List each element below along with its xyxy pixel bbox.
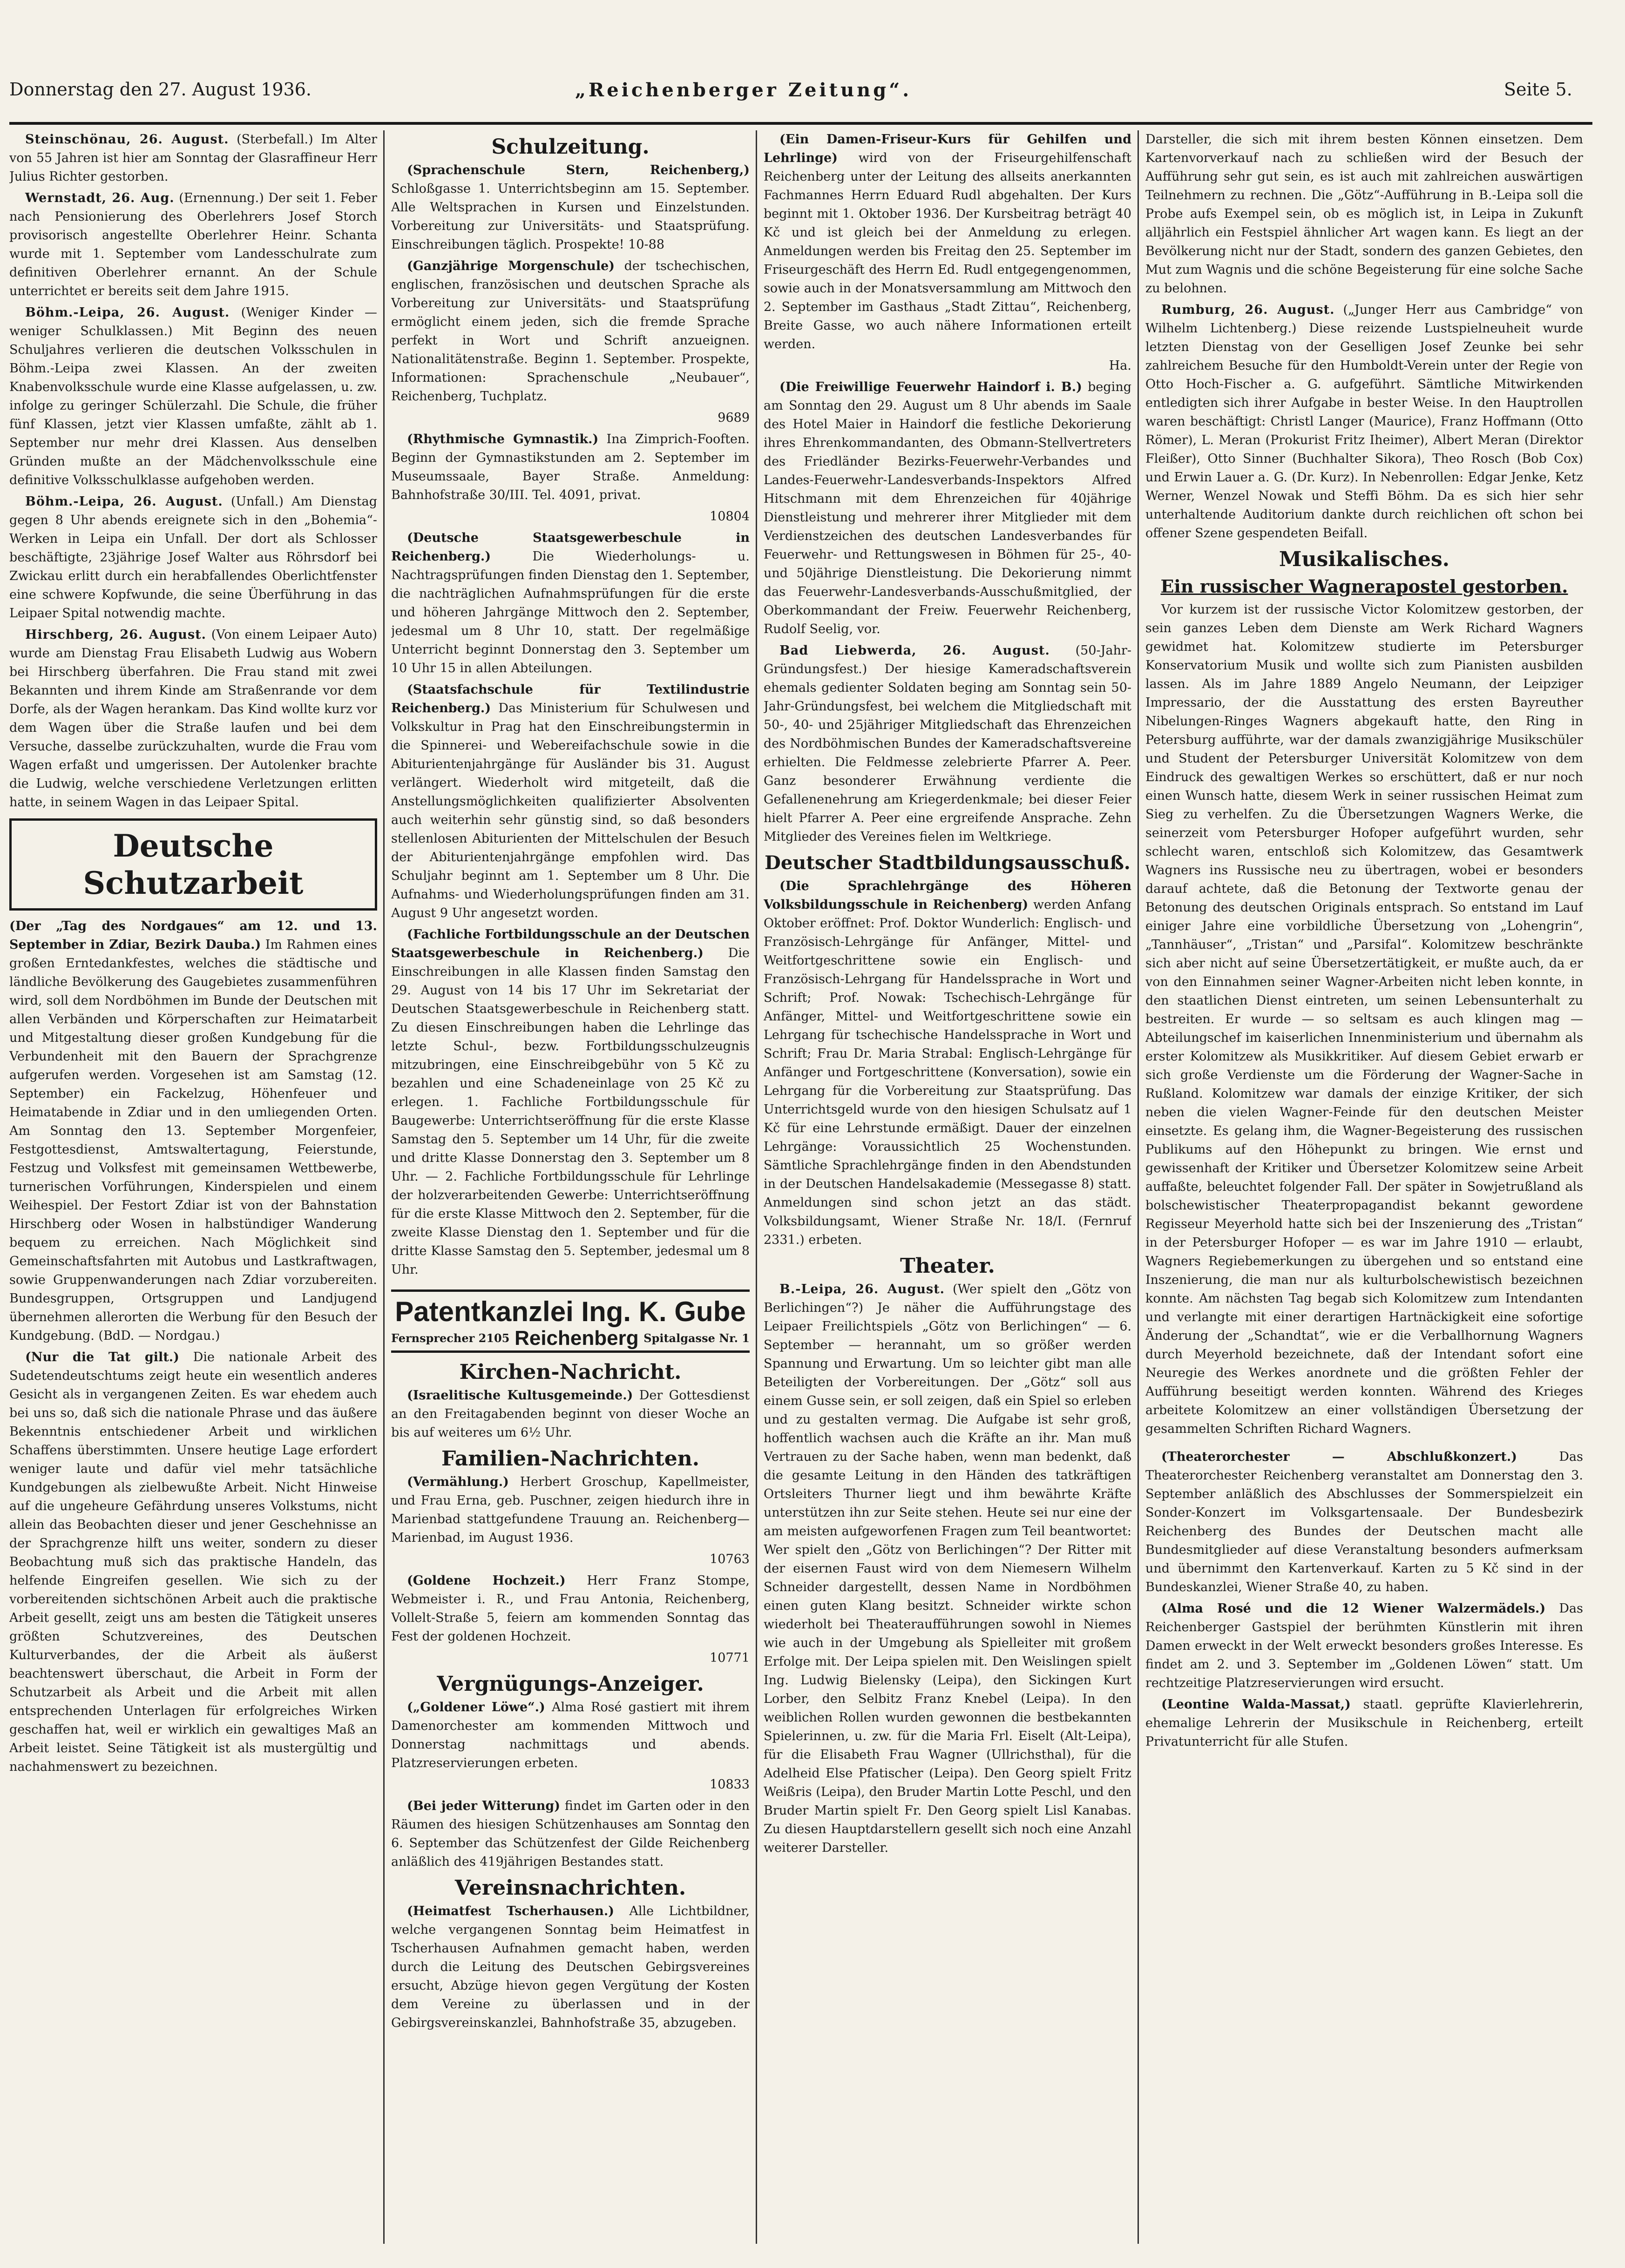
- article-continuation: Darsteller, die sich mit ihrem besten Können einsetzen. Dem Kartenvorverkauf nach zu schließen wird der Besuch der Aufführung sehr gut sein, es ist auch mit zahlreichen auswärtigen Teilnehmern zu rechnen. Die „Götz“-Aufführung in B.-Leipa soll die Probe aufs Exempel sein, ob es möglich ist, in Leipa in Zukunft alljährlich ein Festspiel ähnlicher Art wagen kann. Es liegt an der Bevölkerung nicht nur der Stadt, sondern des ganzen Gebietes, den Mut zum Wagnis und die schöne Begeisterung für eine solche Sache zu belohnen.: [1145, 132, 1583, 296]
- notice-text: Herbert Groschup, Kapellmeister, und Frau Erna, geb. Puschner, zeigen hiedurch ihre in Marienbad stattgefundene Trauung an. Reichenberg—Marienbad, im August 1936.: [391, 1475, 750, 1545]
- notice-lead: („Goldener Löwe“.): [407, 1700, 545, 1714]
- article: [9, 304, 377, 490]
- notice-text: Das Theaterorchester Reichenberg veranstaltet am Donnerstag den 3. September anläßlich des Abschlusses der Sommerspielzeit ein Sonder-Konzert im Volksgartensaale. Der Bundesbezirk Reichenberg des Bundes der Deutschen macht alle Bundesmitglieder auf diese Veranstaltung besonders aufmerksam und übernimmt den Kartenverkauf. Karten zu 5 Kč sind in der Bundeskanzlei, Wiener Straße 40, zu haben.: [1145, 1450, 1583, 1594]
- notice-lead: (Heimatfest Tscherhausen.): [407, 1904, 615, 1918]
- page-header: [0, 79, 1625, 112]
- article-text: (Weniger Kinder — weniger Schulklassen.) Mit Beginn des neuen Schuljahres verlieren die deutschen Volksschulen in Böhm.-Leipa zwei Klassen. An der zweiten Knabenvolksschule wurde eine Klasse aufgelassen, u. zw. infolge zu geringer Schülerzahl. Die Schule, die früher fünf Klassen, jetzt vier Klassen umfaßte, zählt ab 1. September nur mehr drei Klassen. Aus denselben Gründen mußte an der Mädchenvolksschule eine definitive Volksschulklasse aufgehoben werden.: [9, 305, 377, 487]
- reference-mark: Ha.: [1109, 358, 1131, 373]
- reference-number: 10833: [710, 1777, 750, 1792]
- article: [9, 493, 377, 623]
- dateline: Wernstadt, 26. Aug.: [25, 191, 175, 205]
- notice-lead: (Fachliche Fortbildungsschule an der Deutschen Staatsgewerbeschule in Reichenberg.): [391, 927, 750, 960]
- notice: [391, 430, 750, 505]
- article-text: Im Rahmen eines großen Erntedankfestes, welches die städtische und ländliche Bevölkerung des Gaugebietes zusammenführen wird, soll dem Nordböhmen im Bunde der Deutschen mit allen Verbänden und Körperschaften zur Heimatarbeit und Mitgestaltung dieser großen Kundgebung für die Verbundenheit mit den Bauern der Sprachgrenze aufgerufen werden. Vorgesehen ist am Samstag (12. September) ein Fackelzug, Höhenfeuer und Heimatabende in Zdiar und in den umliegenden Orten. Am Sonntag den 13. September Morgenfeier, Festgottesdienst, Amtswaltertagung, Feierstunde, Festzug und Volksfest mit gemeinsamen Wettbewerbe, turnerischen Vorführungen, Kinderspielen und einem Weihespiel. Der Festort Zdiar ist von der Bahnstation Hirschberg oder Wosen in halbstündiger Wanderung bequem zu erreichen. Nach Möglichkeit sind Gemeinschaftsfahrten mit Autobus und Lastkraftwagen, sowie Gruppenwanderungen nach Zdiar vorzubereiten. Bundesgruppen, Ortsgruppen und Landjugend übernehmen allerorten die Werbung für den Besuch der Kundgebung. (BdD. — Nordgau.): [9, 938, 377, 1343]
- section-heading: Kirchen-Nachricht.: [459, 1360, 682, 1384]
- section-heading: Vergnügungs-Anzeiger.: [437, 1672, 704, 1696]
- notice-lead: (Bei jeder Witterung): [407, 1799, 561, 1813]
- reference-number: 10763: [710, 1552, 750, 1566]
- article-lead: (Der „Tag des Nordgaues“ am 12. und 13. September in Zdiar, Bezirk Dauba.): [9, 919, 377, 952]
- notice: [764, 877, 1131, 1249]
- article: [9, 1348, 377, 1776]
- notice-lead: (Israelitische Kultusgemeinde.): [407, 1388, 633, 1403]
- article: [9, 189, 377, 301]
- notice-lead: (Theaterorchester — Abschlußkonzert.): [1161, 1450, 1517, 1464]
- column-divider: [756, 130, 757, 2244]
- dateline: Bad Liebwerda, 26. August.: [779, 643, 1050, 658]
- notice: [1145, 1600, 1583, 1693]
- article-text: (Wer spielt den „Götz von Berlichingen“?) Je näher die Aufführungstage des Leipaer Freilichtspiels „Götz von Berlichingen“ — 6. September — herannaht, um so größer werden Spannung und Erwartung. Um so leichter gibt man alle Beteiligten der Vorbereitungen. Der „Götz“ soll aus einem Gusse sein, er soll zeigen, daß ein Spiel so erleben und zu gestalten vermag. Die Aufgabe ist sehr groß, hoffentlich wachsen auch die Kräfte an ihr. Man muß Vertrauen zu der Sache haben, wenn man bedenkt, daß die gesamte Leitung in den Händen des tatkräftigen Ortsleiters Thurner liegt und ihm bewährte Kräfte unterstützen ihn zur Seite stehen. Heute sei nur eine der am meisten aufgeworfenen Fragen zum Teil beantwortet: Wer spielt den „Götz von Berlichingen“? Der Ritter mit der eisernen Faust wird von dem Niemesern Wilhelm Schneider dargestellt, dessen Name in Nordböhmen einen guten Klang besitzt. Schneider wirkte schon wiederholt bei Theateraufführungen sowohl in Niemes wie auch in der Umgebung als Spielleiter mit großem Erfolge mit. Der Leipa spielen mit. Den Weislingen spielt Ing. Ludwig Bielensky (Leipa), den Sickingen Kurt Lorber, den Selbitz Franz Knebel (Leipa). In den weiblichen Rollen wurden gewonnen die bestbekannten Spielerinnen, u. zw. für die Maria Frl. Eiselt (Alt-Leipa), für die Elisabeth Frau Wagner (Ullrichsthal), für die Adelheid Else Pfatischer (Leipa). Den Georg spielt Fritz Weißris (Leipa), den Bruder Martin Lotte Peschl, und den Bruder Martin spielt Fr. Den Georg spielt Lisl Kanabas. Zu diesen Hauptdarstellern gesellt sich noch eine Anzahl weiterer Darsteller.: [764, 1282, 1131, 1855]
- header-date: Donnerstag den 27. August 1936.: [9, 79, 312, 100]
- article: [9, 917, 377, 1345]
- notice: [1145, 1448, 1583, 1597]
- column-1: [9, 130, 377, 2253]
- reference-number: 10771: [710, 1651, 750, 1665]
- notice-text: Die Wiederholungs- u. Nachtragsprüfungen finden Dienstag den 1. September, die nachträglichen Aufnahmsprüfungen für die erste und höheren Jahrgänge Mittwoch den 2. September, jedesmal um 8 Uhr 10, statt. Der regelmäßige Unterricht beginnt Donnerstag den 3. September um 10 Uhr 15 in allen Abteilungen.: [391, 549, 750, 675]
- dateline: Steinschönau, 26. August.: [25, 132, 229, 147]
- dateline: Rumburg, 26. August.: [1161, 303, 1335, 317]
- notice-text: Schloßgasse 1. Unterrichtsbeginn am 15. September. Alle Weltsprachen in Kursen und Einzelstunden. Vorbereitung zur Universitäts- und Staatsprüfung. Einschreibungen täglich. Prospekte! 10-88: [391, 182, 750, 252]
- notice-lead: (Deutsche Staatsgewerbeschule in Reichenberg.): [391, 531, 750, 564]
- notice-lead: (Die Sprachlehrgänge des Höheren Volksbildungsschule in Reichenberg): [764, 879, 1131, 912]
- notice-text: Herr Franz Stompe, Webmeister i. R., und Frau Antonia, Reichenberg, Vollelt-Straße 5, feiern am kommenden Sonntag das Fest der goldenen Hochzeit.: [391, 1573, 750, 1644]
- notice: [391, 1473, 750, 1547]
- article-text: (Ernennung.) Der seit 1. Feber nach Pensionierung des Oberlehrers Josef Storch provisorisch angestellte Oberlehrer Heinr. Schanta wurde mit 1. September vom Landesschulrate zum definitiven Oberlehrer ernannt. An der Schule unterrichtet er bereits seit dem Jahre 1915.: [9, 191, 377, 298]
- notice-lead: (Leontine Walda-Massat,): [1161, 1697, 1351, 1712]
- notice: [391, 257, 750, 406]
- reference-number: 9689: [718, 411, 750, 425]
- notice-text: Das Reichenberger Gastspiel der berühmten Künstlerin mit ihren Damen erweckt in der Welt erweckt besonders großes Interesse. Es findet am 2. und 3. September im „Goldenen Löwen“ statt. Um rechtzeitige Platzreservierungen wird ersucht.: [1145, 1601, 1583, 1690]
- notice: [764, 378, 1131, 639]
- page-number: Seite 5.: [1504, 79, 1572, 100]
- notice-lead: (Ein Damen-Friseur-Kurs für Gehilfen und Lehrlinge): [764, 132, 1131, 165]
- article-text: („Junger Herr aus Cambridge“ von Wilhelm Lichtenberg.) Diese reizende Lustspielneuheit wurde letzten Dienstag von der Geselligen Josef Zeunke bei sehr zahlreichem Besuche für den Humboldt-Verein unter der Regie von Otto Hoch-Fischer a. G. aufgeführt. Sämtliche Mitwirkenden entledigten sich ihrer Aufgabe in bester Weise. In den Hauptrollen waren beschäftigt: Christl Langer (Maurice), Franz Hoffmann (Otto Römer), L. Meran (Prokurist Fritz Iheimer), Albert Meran (Direktor Fleißer), Otto Sinner (Buchhalter Sikora), Theo Rosch (Bob Cox) und Erwin Lauer a. G. (Dr. Kurz). In Nebenrollen: Edgar Jenke, Ketz Werner, Wenzel Nowak und Steffi Böhm. Da es sich hier sehr unterhaltende Auditorium dankte durch reichlichen oft schon bei offener Szene gespendeten Beifall.: [1145, 303, 1583, 540]
- notice-text: Die Einschreibungen in alle Klassen finden Samstag den 29. August von 14 bis 17 Uhr im Sekretariat der Deutschen Staatsgewerbeschule in Reichenberg statt. Zu diesen Einschreibungen haben die Lehrlinge das letzte Schul-, bezw. Fortbildungsschulzeugnis mitzubringen, eine Einschreibgebühr von 5 Kč zu bezahlen und eine Schadeneinlage von 25 Kč zu erlegen. 1. Fachliche Fortbildungsschule für Baugewerbe: Unterrichtseröffnung für die erste Klasse Samstag den 5. September um 14 Uhr, für die zweite und dritte Klasse Donnerstag den 3. September um 8 Uhr. — 2. Fachliche Fortbildungsschule für Lehrlinge der holzverarbeitenden Gewerbe: Unterrichtseröffnung für die erste Klasse Mittwoch den 2. September, für die zweite Klasse Dienstag den 1. September und für die dritte Klasse Samstag den 5. September, jedesmal um 8 Uhr.: [391, 946, 750, 1277]
- article-text: (Von einem Leipaer Auto) wurde am Dienstag Frau Elisabeth Ludwig aus Wobern bei Hirschberg überfahren. Die Frau stand mit zwei Bekannten und ihrem Kinde am Straßenrande vor dem Dorfe, als der Wagen herankam. Das Kind wollte kurz vor dem Wagen über die Straße laufen und bei dem Versuche, dasselbe zurückzuhalten, wurde die Frau vom Wagen erfaßt und umgerissen. Der Autolenker brachte die Ludwig, welche verschiedene Verletzungen erlitten hatte, in seinem Wagen in das Leipaer Spital.: [9, 628, 377, 810]
- notice-lead: (Die Freiwillige Feuerwehr Haindorf i. B.): [779, 380, 1082, 394]
- article: [764, 1280, 1131, 1857]
- section-heading: Deutscher Stadtbildungsausschuß.: [765, 852, 1131, 874]
- ad-city: Reichenberg: [515, 1327, 639, 1350]
- column-divider: [1138, 130, 1139, 2244]
- column-2: [391, 130, 750, 2253]
- section-heading: Musikalisches.: [1279, 547, 1450, 571]
- dateline: B.-Leipa, 26. August.: [779, 1282, 945, 1296]
- reference-number: 10804: [710, 509, 750, 524]
- notice: [391, 1572, 750, 1646]
- dateline: Böhm.-Leipa, 26. August.: [25, 305, 230, 320]
- notice-text: Der Gottesdienst an den Freitagabenden beginnt von dieser Woche an bis auf weiteres um 6½ Uhr.: [391, 1388, 750, 1440]
- notice-lead: (Vermählung.): [407, 1475, 509, 1489]
- notice-lead: (Sprachenschule Stern, Reichenberg,): [407, 163, 750, 177]
- notice-lead: (Rhythmische Gymnastik.): [407, 432, 599, 446]
- section-heading: Schulzeitung.: [491, 135, 650, 159]
- notice: [391, 681, 750, 923]
- article-text: Die nationale Arbeit des Sudetendeutschtums zeigt heute ein wesentlich anderes Gesicht als in vergangenen Zeiten. Es war ehedem auch bei uns so, daß sich die nationale Phrase und das äußere Bekenntnis entschiedener Arbeit und wirklichen Schaffens überstimmten. Unsere heutige Lage erfordert weniger laute und dafür viel mehr tatsächliche Kundgebungen als zielbewußte Arbeit. Nicht Hinweise auf die ungeheure Gefährdung unseres Volkstums, nicht allein das Beobachten dieser und jener Geschehnisse an der Sprachgrenze hilft uns weiter, sondern zu dieser Beobachtung muß sich das praktische Handeln, das helfende Eingreifen gesellen. Wie sich zu der vorbereitenden sichtschönen Arbeit auch die praktische Arbeit gesellt, zeigt uns am besten die Tätigkeit unseres größten Schutzvereines, des Deutschen Kulturverbandes, der die Arbeit als äußerst beachtenswert überschaut, die Arbeit in Form der Schutzarbeit als Arbeit und die Arbeit mit allen entsprechenden Unterlagen für erfolgreiches Wirken geschaffen hat, weil er wirklich ein gewaltiges Maß an Arbeit leistet. Seine Tätigkeit ist als mustergültig und nachahmenswert zu bezeichnen.: [9, 1350, 377, 1774]
- article: [764, 641, 1131, 846]
- notice-text: werden Anfang Oktober eröffnet: Prof. Doktor Wunderlich: Englisch- und Französisch-Lehrgänge für Anfänger, Mittel- und Weitfortgeschrittene sowie ein Englisch- und Französisch-Lehrgang für Handelssprache in Wort und Schrift; Prof. Nowak: Tschechisch-Lehrgänge für Anfänger, Mittel- und Weitfortgeschrittene sowie ein Lehrgang für tschechische Handelssprache in Wort und Schrift; Frau Dr. Maria Strabal: Englisch-Lehrgänge für Anfänger und Fortgeschrittene (Konversation), sowie ein Lehrgang für die Vorbereitung zur Staatsprüfung. Das Unterrichtsgeld wurde von den hiesigen Schulsatz auf 1 Kč für eine Lehrstunde ermäßigt. Dauer der einzelnen Lehrgänge: Voraussichtlich 25 Wochenstunden. Sämtliche Sprachlehrgänge finden in den Abendstunden in der Deutschen Handelsakademie (Messegasse 8) statt. Anmeldungen sind schon jetzt an das städt. Volksbildungsamt, Wiener Straße Nr. 18/I. (Fernruf 2331.) erbeten.: [764, 898, 1131, 1247]
- notice: [391, 529, 750, 678]
- notice: [391, 925, 750, 1279]
- notice: [764, 130, 1131, 354]
- notice-text: wird von der Friseurgehilfenschaft Reichenberg unter der Leitung des allseits anerkannten Fachmannes Herrn Eduard Rudl abgehalten. Der Kurs beginnt mit 1. Oktober 1936. Der Kursbeitrag beträgt 40 Kč und ist gleich bei der Anmeldung zu erlegen. Anmeldungen werden bis Freitag den 25. September im Friseurgeschäft des Herrn Ed. Rudl entgegengenommen, sowie auch in der Monatsversammlung am Mittwoch den 2. September im Gasthaus „Stadt Zittau“, Reichenberg, Breite Gasse, wo auch nähere Informationen erteilt werden.: [764, 151, 1131, 351]
- notice: [391, 161, 750, 254]
- notice-text: Das Ministerium für Schulwesen und Volkskultur in Prag hat den Einschreibungstermin in die Spinnerei- und Webereifachschule sowie in die Abiturientenjahrgänge für Ausländer bis 31. August verlängert. Wiederholt wird mitgeteilt, daß die Anstellungsmöglichkeiten qualifizierter Absolventen auch weiterhin sehr günstig sind, so daß besonders stellenlosen Abiturienten der Mittelschulen der Besuch der Abiturientenjahrgänge empfohlen wird. Das Schuljahr beginnt am 1. September um 8 Uhr. Die Aufnahms- und Wiederholungsprüfungen finden am 31. August 9 Uhr angesetzt worden.: [391, 701, 750, 920]
- ad-row: [391, 1329, 750, 1348]
- notice-lead: (Goldene Hochzeit.): [407, 1573, 566, 1588]
- column-4: [1145, 130, 1583, 2253]
- section-heading: Familien-Nachrichten.: [441, 1447, 700, 1471]
- notice-text: beging am Sonntag den 29. August um 8 Uhr abends im Saale des Hotel Maier in Haindorf die festliche Dekorierung ihres Ehrenkommandanten, des Obmann-Stellvertreters des Friedländer Bezirks-Feuerwehr-Verbandes und Landes-Feuerwehr-Landesverbands-Inspektors Alfred Hitschmann mit dem Ehrenzeichen für 40jährige Dienstleistung und mehrerer ihrer Mitglieder mit dem Verdienstzeichen des deutschen Landesverbandes für Feuerwehr- und Rettungswesen in Böhmen für 25-, 40- und 50jährige Dienstleistung. Die Dekorierung nimmt das Feuerwehr-Landesverbands-Ausschußmitglied, der Oberkommandant der Freiw. Feuerwehr Reichenberg, Rudolf Seelig, vor.: [764, 380, 1131, 636]
- notice-lead: (Ganzjährige Morgenschule): [407, 259, 615, 273]
- article-text: Vor kurzem ist der russische Victor Kolomitzew gestorben, der sein ganzes Leben dem Dienste am Werk Richard Wagners gewidmet hat. Kolomitzew studierte im Petersburger Konservatorium Musik und wollte sich zum Pianisten ausbilden lassen. Als im Jahre 1889 Angelo Neumann, der Leipziger Impressario, der die Ausstattung des ersten Bayreuther Nibelungen-Ringes Wagners abgekauft hatte, den Ring in Petersburg aufführte, war der damals zwanzigjährige Musikschüler und Student der Petersburger Universität Kolomitzew von dem Eindruck des gewaltigen Werkes so erschüttert, daß er nur noch einen Wunsch hatte, diesem Werk in seiner russischen Heimat zum Sieg zu verhelfen. Zu die Übersetzungen Wagners Werke, die seinerzeit vom Petersburger Hofoper aufgeführt wurden, sehr schlecht waren, entschloß sich Kolomitzew, das Gesamtwerk Wagners ins Russische neu zu übertragen, wobei er besonders darauf achtete, daß die Betonung der Textworte genau der Betonung des deutschen Originals entsprach. So entstand im Lauf einiger Jahre eine vorbildliche Übersetzung von „Lohengrin“, „Tannhäuser“, „Tristan“ und „Parsifal“. Kolomitzew beschränkte sich aber nicht auf seine Übersetzertätigkeit, er mußte auch, da er von den Einnahmen seiner Wagner-Arbeiten nicht leben konnte, in den staatlichen Dienst eintreten, um seinen Lebensunterhalt zu bestreiten. Er wurde — so seltsam es auch klingen mag — Abteilungschef im kaiserlichen Innenministerium und übernahm als erster Kolomitzew als Musikkritiker. Auf diesem Gebiet erwarb er sich große Verdienste um die Förderung der Wagner-Sache in Rußland. Kolomitzew war damals der einzige Kritiker, der sich neben die vielen Wagner-Feinde für den deutschen Meister einsetzte. Es gelang ihm, die Wagner-Begeisterung des russischen Publikums auf den Höhepunkt zu bringen. Wie ernst und gewissenhaft der Kritiker und Übersetzer Kolomitzew seine Arbeit auffaßte, beleuchtet folgender Fall. Der später in Sowjetrußland als bolschewistischer Theaterpropagandist bekannt gewordene Regisseur Meyerhold hatte sich bei der Inszenierung des „Tristan“ in der Petersburger Hofoper — es war im Jahre 1910 — erlaubt, Wagners Regiebemerkungen zu übergehen und so entstand eine Inszenierung, die man nur als kulturbolschewistisch bezeichnen konnte. Am nächsten Tag begab sich Kolomitzew zum Intendanten und verlangte mit einer derartigen Hartnäckigkeit eine sofortige Änderung der „Schandtat“, wie er die Verballhornung Wagners durch Meyerhold bezeichnete, daß der Intendant sofort eine Neuregie des Werkes anordnete und die größten Fehler der Aufführung beseitigt werden konnten. Während des Krieges arbeitete Kolomitzew an einer vollständigen Übersetzung der gesammelten Schriften Richard Wagners.: [1145, 602, 1583, 1436]
- notice-lead: (Alma Rosé und die 12 Wiener Walzermädels.): [1161, 1601, 1546, 1616]
- article: [9, 130, 377, 186]
- header-rule: [9, 122, 1592, 125]
- notice: [391, 1386, 750, 1442]
- notice: [1145, 1695, 1583, 1751]
- dateline: Böhm.-Leipa, 26. August.: [25, 494, 223, 509]
- ad-phone: Fernsprecher 2105: [391, 1331, 510, 1345]
- article: [9, 626, 377, 812]
- ad-title: Patentkanzlei Ing. K. Gube: [395, 1296, 746, 1327]
- column-divider: [383, 130, 385, 2244]
- notice-text: der tschechischen, englischen, französischen und deutschen Sprache als Vorbereitung zur Universitäts- und Staatsprüfung ermöglicht einem jeden, sich die fremde Sprache perfekt in Wort und Schrift anzueignen. Nationalitätenstraße. Beginn 1. September. Prospekte, Informationen: Sprachenschule „Neubauer“, Reichenberg, Tuchplatz.: [391, 259, 750, 404]
- dateline: Hirschberg, 26. August.: [25, 628, 207, 642]
- section-box-heading: Deutsche Schutzarbeit: [9, 818, 377, 911]
- notice-text: findet im Garten oder in den Räumen des hiesigen Schützenhauses am Sonntag den 6. September das Schützenfest der Gilde Reichenberg anläßlich des 419jährigen Bestandes statt.: [391, 1799, 750, 1869]
- notice: [391, 1698, 750, 1773]
- article-text: (50-Jahr-Gründungsfest.) Der hiesige Kameradschaftsverein ehemals gedienter Soldaten beging am Sonntag sein 50-Jahr-Gründungsfest, bei welchem die Mitgliedschaft mit 50-, 40- und 25jähriger Mitgliedschaft das Ehrenzeichen des Nordböhmischen Bundes der Kameradschaftsvereine erhielten. Die Feldmesse zelebrierte Pfarrer A. Peer. Ganz besonderer Erwähnung verdiente die Gefallenenehrung am Kriegerdenkmale; bei dieser Feier hielt Pfarrer A. Peer eine ergreifende Ansprache. Zehn Mitglieder des Vereines fielen im Weltkriege.: [764, 643, 1131, 844]
- notice-text: Alma Rosé gastiert mit ihrem Damenorchester am kommenden Mittwoch und Donnerstag nachmittags und abends. Platzreservierungen erbeten.: [391, 1700, 750, 1770]
- newspaper-title: „Reichenberger Zeitung“.: [575, 79, 912, 101]
- ad-street: Spitalgasse Nr. 1: [643, 1331, 750, 1345]
- notice: [391, 1797, 750, 1871]
- article-text: (Unfall.) Am Dienstag gegen 8 Uhr abends ereignete sich in den „Bohemia“-Werken in Leipa ein Unfall. Der dort als Schlosser beschäftigte, 23jährige Josef Walter aus Röhrsdorf bei Zwickau erlitt durch ein herabfallendes Oberlichtfenster eine schwere Kopfwunde, die seine Überführung in das Leipaer Spital notwendig machte.: [9, 494, 377, 621]
- article: [1145, 301, 1583, 543]
- advertisement: [391, 1289, 750, 1353]
- notice-text: Alle Lichtbildner, welche vergangenen Sonntag beim Heimatfest in Tscherhausen Aufnahmen gemacht haben, werden durch die Leitung des Deutschen Gebirgsvereines ersucht, Abzüge hievon gegen Vergütung der Kosten dem Vereine zu überlassen und in der Gebirgsvereinskanzlei, Bahnhofstraße 35, abzugeben.: [391, 1904, 750, 2030]
- notice-text: staatl. geprüfte Klavierlehrerin, ehemalige Lehrerin der Musikschule in Reichenberg, erteilt Privatunterricht für alle Stufen.: [1145, 1697, 1583, 1749]
- article-lead: (Nur die Tat gilt.): [25, 1350, 179, 1364]
- notice-text: Ina Zimprich-Fooften. Beginn der Gymnastikstunden am 2. September im Museumssaale, Bayer Straße. Anmeldung: Bahnhofstraße 30/III. Tel. 4091, privat.: [391, 432, 750, 502]
- notice: [391, 1902, 750, 2032]
- section-heading: Theater.: [900, 1254, 995, 1278]
- article-text: (Sterbefall.) Im Alter von 55 Jahren ist hier am Sonntag der Glasraffineur Herr Julius Richter gestorben.: [9, 132, 377, 184]
- notice-lead: (Staatsfachschule für Textilindustrie Reichenberg.): [391, 682, 750, 716]
- section-heading: Vereinsnachrichten.: [454, 1876, 686, 1900]
- column-3: [764, 130, 1131, 2253]
- article-headline: Ein russischer Wagnerapostel gestorben.: [1160, 576, 1568, 597]
